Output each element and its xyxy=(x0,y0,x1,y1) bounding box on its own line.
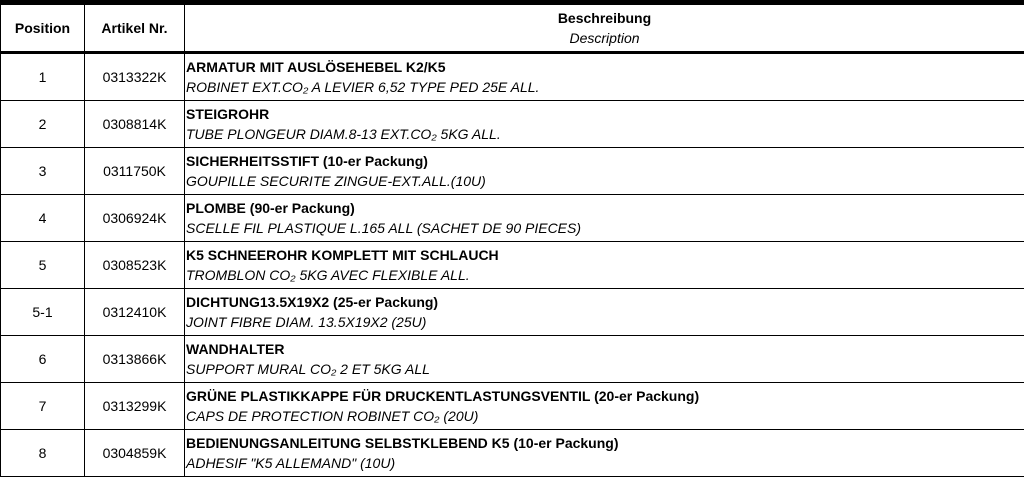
row-description-de: SICHERHEITSSTIFT (10-er Packung) xyxy=(186,153,428,169)
row-description-de: WANDHALTER xyxy=(186,341,285,357)
row-position: 4 xyxy=(1,195,85,242)
row-position: 6 xyxy=(1,336,85,383)
row-description-fr: JOINT FIBRE DIAM. 13.5X19X2 (25U) xyxy=(186,314,427,330)
row-position: 7 xyxy=(1,383,85,430)
parts-table xyxy=(0,4,1024,477)
row-description-fr: ADHESIF "K5 ALLEMAND" (10U) xyxy=(186,455,396,471)
header-description xyxy=(185,5,1024,53)
row-artikel: 0313866K xyxy=(85,336,185,383)
table-row xyxy=(1,430,1024,477)
row-position: 2 xyxy=(1,101,85,148)
table-header-row xyxy=(1,5,1024,53)
row-description-de: K5 SCHNEEROHR KOMPLETT MIT SCHLAUCH xyxy=(186,247,499,263)
table-row xyxy=(1,148,1024,195)
row-artikel: 0311750K xyxy=(85,148,185,195)
header-description-fr: Description xyxy=(569,30,640,46)
header-beschreibung: Beschreibung xyxy=(557,10,652,26)
table-row xyxy=(1,336,1024,383)
row-description-fr: SCELLE FIL PLASTIQUE L.165 ALL (SACHET DE 90 PIECES) xyxy=(186,220,582,236)
table-row xyxy=(1,289,1024,336)
row-description-fr: GOUPILLE SECURITE ZINGUE-EXT.ALL.(10U) xyxy=(186,173,486,189)
row-position: 1 xyxy=(1,53,85,101)
row-description xyxy=(185,53,1024,101)
row-description-de: DICHTUNG13.5X19X2 (25-er Packung) xyxy=(186,294,439,310)
table-row xyxy=(1,101,1024,148)
row-position: 8 xyxy=(1,430,85,477)
row-description xyxy=(185,430,1024,477)
row-description-de: BEDIENUNGSANLEITUNG SELBSTKLEBEND K5 (10-er Packung) xyxy=(186,435,619,451)
row-description-fr: CAPS DE PROTECTION ROBINET CO₂ (20U) xyxy=(186,408,479,424)
row-artikel: 0308814K xyxy=(85,101,185,148)
row-description xyxy=(185,101,1024,148)
row-description-fr: TROMBLON CO₂ 5KG AVEC FLEXIBLE ALL. xyxy=(186,267,470,283)
row-artikel: 0306924K xyxy=(85,195,185,242)
row-description-de: STEIGROHR xyxy=(186,106,270,122)
header-position: Position xyxy=(1,5,85,53)
table-row xyxy=(1,195,1024,242)
row-description-de: PLOMBE (90-er Packung) xyxy=(186,200,355,216)
row-description xyxy=(185,195,1024,242)
row-artikel: 0312410K xyxy=(85,289,185,336)
table-row xyxy=(1,242,1024,289)
row-artikel: 0304859K xyxy=(85,430,185,477)
row-position: 5-1 xyxy=(1,289,85,336)
row-description-fr: TUBE PLONGEUR DIAM.8-13 EXT.CO₂ 5KG ALL. xyxy=(186,126,501,142)
row-description xyxy=(185,383,1024,430)
row-description xyxy=(185,148,1024,195)
row-description xyxy=(185,242,1024,289)
row-artikel: 0308523K xyxy=(85,242,185,289)
table-body xyxy=(1,53,1024,477)
row-description-fr: SUPPORT MURAL CO₂ 2 ET 5KG ALL xyxy=(186,361,430,377)
row-position: 3 xyxy=(1,148,85,195)
table-row xyxy=(1,383,1024,430)
row-position: 5 xyxy=(1,242,85,289)
row-description xyxy=(185,336,1024,383)
table-row xyxy=(1,53,1024,101)
row-description-de: GRÜNE PLASTIKKAPPE FÜR DRUCKENTLASTUNGSVENTIL (20-er Packung) xyxy=(186,388,700,404)
row-artikel: 0313322K xyxy=(85,53,185,101)
row-description-fr: ROBINET EXT.CO₂ A LEVIER 6,52 TYPE PED 25E ALL. xyxy=(186,79,540,95)
header-artikel: Artikel Nr. xyxy=(85,5,185,53)
row-description-de: ARMATUR MIT AUSLÖSEHEBEL K2/K5 xyxy=(186,59,446,75)
row-description xyxy=(185,289,1024,336)
row-artikel: 0313299K xyxy=(85,383,185,430)
